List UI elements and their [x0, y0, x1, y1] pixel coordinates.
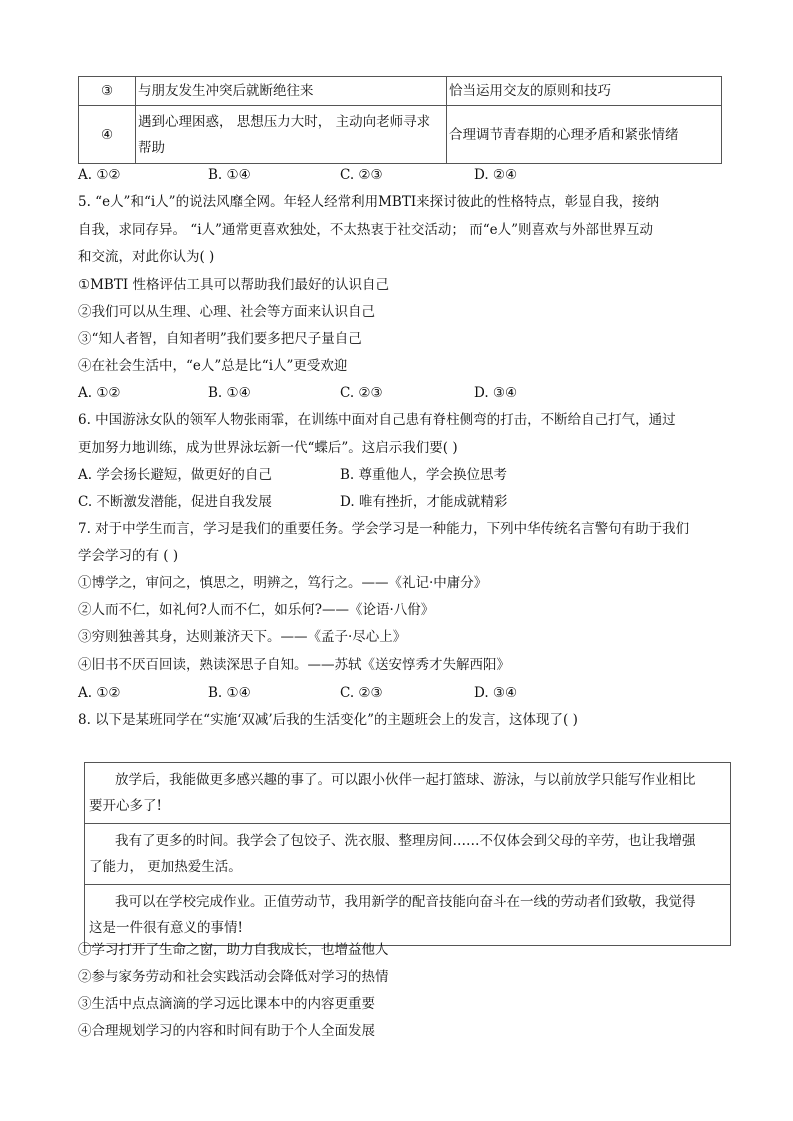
q7-statement: ②人而不仁，如礼何?人而不仁，如乐何?——《论语·八佾》 — [78, 602, 435, 618]
table-row — [79, 106, 722, 164]
speech-line: 我有了更多的时间。我学会了包饺子、洗衣服、整理房间……不仅体会到父母的辛劳，也让我增强 — [115, 833, 696, 849]
q7-option-b: B. ①④ — [208, 685, 251, 701]
q6-option-a: A. 学会扬长避短，做更好的自己 — [78, 467, 272, 483]
q5-option-d: D. ③④ — [474, 385, 518, 401]
q5-statement: ②我们可以从生理、心理、社会等方面来认识自己 — [78, 304, 375, 320]
q8-statement: ①学习打开了生命之窗，助力自我成长，也增益他人 — [78, 942, 389, 958]
q4-option-a: A. ①② — [78, 167, 121, 183]
q7-option-d: D. ③④ — [474, 685, 518, 701]
table-row — [79, 77, 722, 106]
speech-cell — [85, 763, 730, 824]
speech-line: 这是一件很有意义的事情! — [89, 920, 243, 936]
q5-option-b: B. ①④ — [208, 385, 251, 401]
q7-statement: ④旧书不厌百回读，熟读深思子自知。——苏轼《送安惇秀才失解西阳》 — [78, 657, 510, 673]
q6-stem-line: 更加努力地训练，成为世界泳坛新一代“蝶后”。这启示我们要( ) — [78, 440, 458, 456]
q7-option-c: C. ②③ — [340, 685, 383, 701]
q8-statement: ④合理规划学习的内容和时间有助于个人全面发展 — [78, 1023, 375, 1039]
q8-stem-line: 8. 以下是某班同学在“实施‘双减’后我的生活变化”的主题班会上的发言，这体现了( ) — [78, 712, 578, 728]
speech-line: 我可以在学校完成作业。正值劳动节，我用新学的配音技能向奋斗在一线的劳动者们致敬，我觉得 — [115, 894, 696, 910]
q4-option-b: B. ①④ — [208, 167, 251, 183]
q8-statement: ②参与家务劳动和社会实践活动会降低对学习的热情 — [78, 969, 389, 985]
q7-statement: ③穷则独善其身，达则兼济天下。——《孟子·尽心上》 — [78, 629, 407, 645]
q8-statement: ③生活中点点滴滴的学习远比课本中的内容更重要 — [78, 996, 375, 1012]
q7-stem-line: 学会学习的有 ( ) — [78, 548, 179, 564]
row-number: ④ — [79, 106, 136, 164]
q5-statement: ④在社会生活中，“e人”总是比“i人”更受欢迎 — [78, 358, 348, 374]
q6-option-b: B. 尊重他人，学会换位思考 — [340, 467, 508, 483]
q4-option-d: D. ②④ — [474, 167, 518, 183]
row-behavior: 与朋友发生冲突后就断绝往来 — [136, 77, 447, 106]
speech-line: 放学后，我能做更多感兴趣的事了。可以跟小伙伴一起打篮球、游泳，与以前放学只能写作业相比 — [115, 772, 696, 788]
q7-option-a: A. ①② — [78, 685, 121, 701]
speech-cell — [85, 824, 730, 885]
q5-stem-line: 和交流，对此你认为( ) — [78, 249, 215, 265]
row-behavior — [136, 106, 447, 164]
q7-statement: ①博学之，审问之，慎思之，明辨之，笃行之。——《礼记·中庸分》 — [78, 575, 488, 591]
row-behavior-line: 帮助 — [138, 139, 165, 156]
row-behavior-line: 遇到心理困惑， 思想压力大时， 主动向老师寻求 — [138, 113, 431, 130]
q5-statement: ①MBTI 性格评估工具可以帮助我们最好的认识自己 — [78, 277, 389, 293]
q5-option-c: C. ②③ — [340, 385, 383, 401]
q6-option-c: C. 不断激发潜能，促进自我发展 — [78, 494, 272, 510]
q5-stem-line: 5. “e人”和“i人”的说法风靡全网。年轻人经常利用MBTI来探讨彼此的性格特点，彰显自我，接纳 — [78, 194, 660, 210]
q6-option-d: D. 唯有挫折，才能成就精彩 — [340, 494, 508, 510]
speech-box — [84, 762, 731, 946]
q5-statement: ③“知人者智，自知者明”我们要多把尺子量自己 — [78, 331, 362, 347]
q5-option-a: A. ①② — [78, 385, 121, 401]
row-explanation: 恰当运用交友的原则和技巧 — [447, 77, 722, 106]
speech-line: 要开心多了! — [89, 798, 162, 814]
q5-stem-line: 自我，求同存异。 “i人”通常更喜欢独处，不太热衷于社交活动； 而“e人”则喜欢与外部世界互动 — [78, 222, 653, 238]
q7-stem-line: 7. 对于中学生而言，学习是我们的重要任务。学会学习是一种能力，下列中华传统名言警句有助于我们 — [78, 521, 690, 537]
speech-line: 了能力， 更加热爱生活。 — [89, 859, 242, 875]
speech-cell — [85, 885, 730, 946]
q4-option-c: C. ②③ — [340, 167, 383, 183]
q6-stem-line: 6. 中国游泳女队的领军人物张雨霏，在训练中面对自己患有脊柱侧弯的打击，不断给自己打气，通过 — [78, 412, 676, 428]
row-explanation: 合理调节青春期的心理矛盾和紧张情绪 — [447, 106, 722, 164]
row-number: ③ — [79, 77, 136, 106]
answer-table — [78, 76, 722, 164]
